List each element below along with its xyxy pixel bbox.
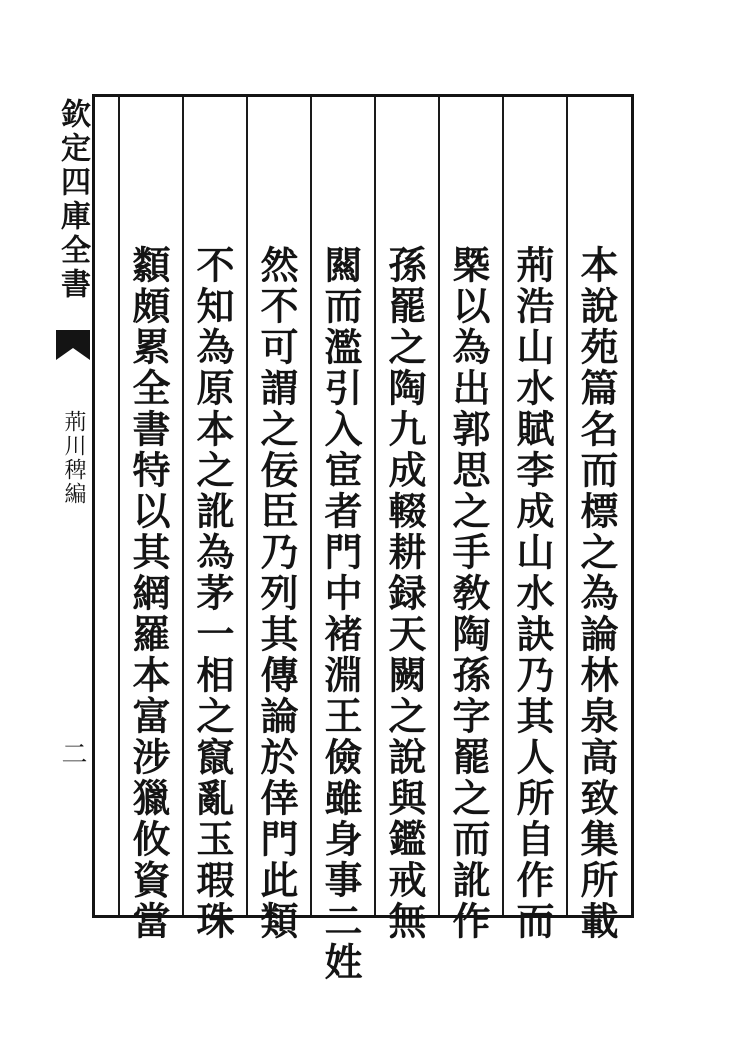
frame-right-border xyxy=(631,94,634,918)
frame-left-border xyxy=(92,94,95,918)
text-column: 荊浩山水賦李成山水訣乃其人所自作而 xyxy=(510,245,555,942)
text-column: 孫罷之陶九成輟耕録天闕之說與鑑戒無 xyxy=(382,245,427,942)
text-column: 然不可謂之佞臣乃列其傳論於倖門此類 xyxy=(254,245,299,942)
gutter-book-title: 欽定四庫全書 xyxy=(55,98,90,302)
gutter-page-number: 二 xyxy=(57,740,87,766)
text-column: 不知為原本之訛為茅一相之竄亂玉瑕珠 xyxy=(190,245,235,942)
gutter-section-title: 荊川稗編 xyxy=(61,410,86,506)
text-column: 本說苑篇名而標之為論林泉高致集所載 xyxy=(574,245,619,942)
text-column: 槩以為出郭思之手敎陶孫字罷之而訛作 xyxy=(446,245,491,942)
frame-top-border xyxy=(92,94,634,97)
text-column: 纇頗累全書特以其網羅本富涉獵攸資當 xyxy=(126,245,171,942)
text-column: 闗而濫引入宦者門中褚淵王儉雖身事二姓 xyxy=(318,245,363,983)
